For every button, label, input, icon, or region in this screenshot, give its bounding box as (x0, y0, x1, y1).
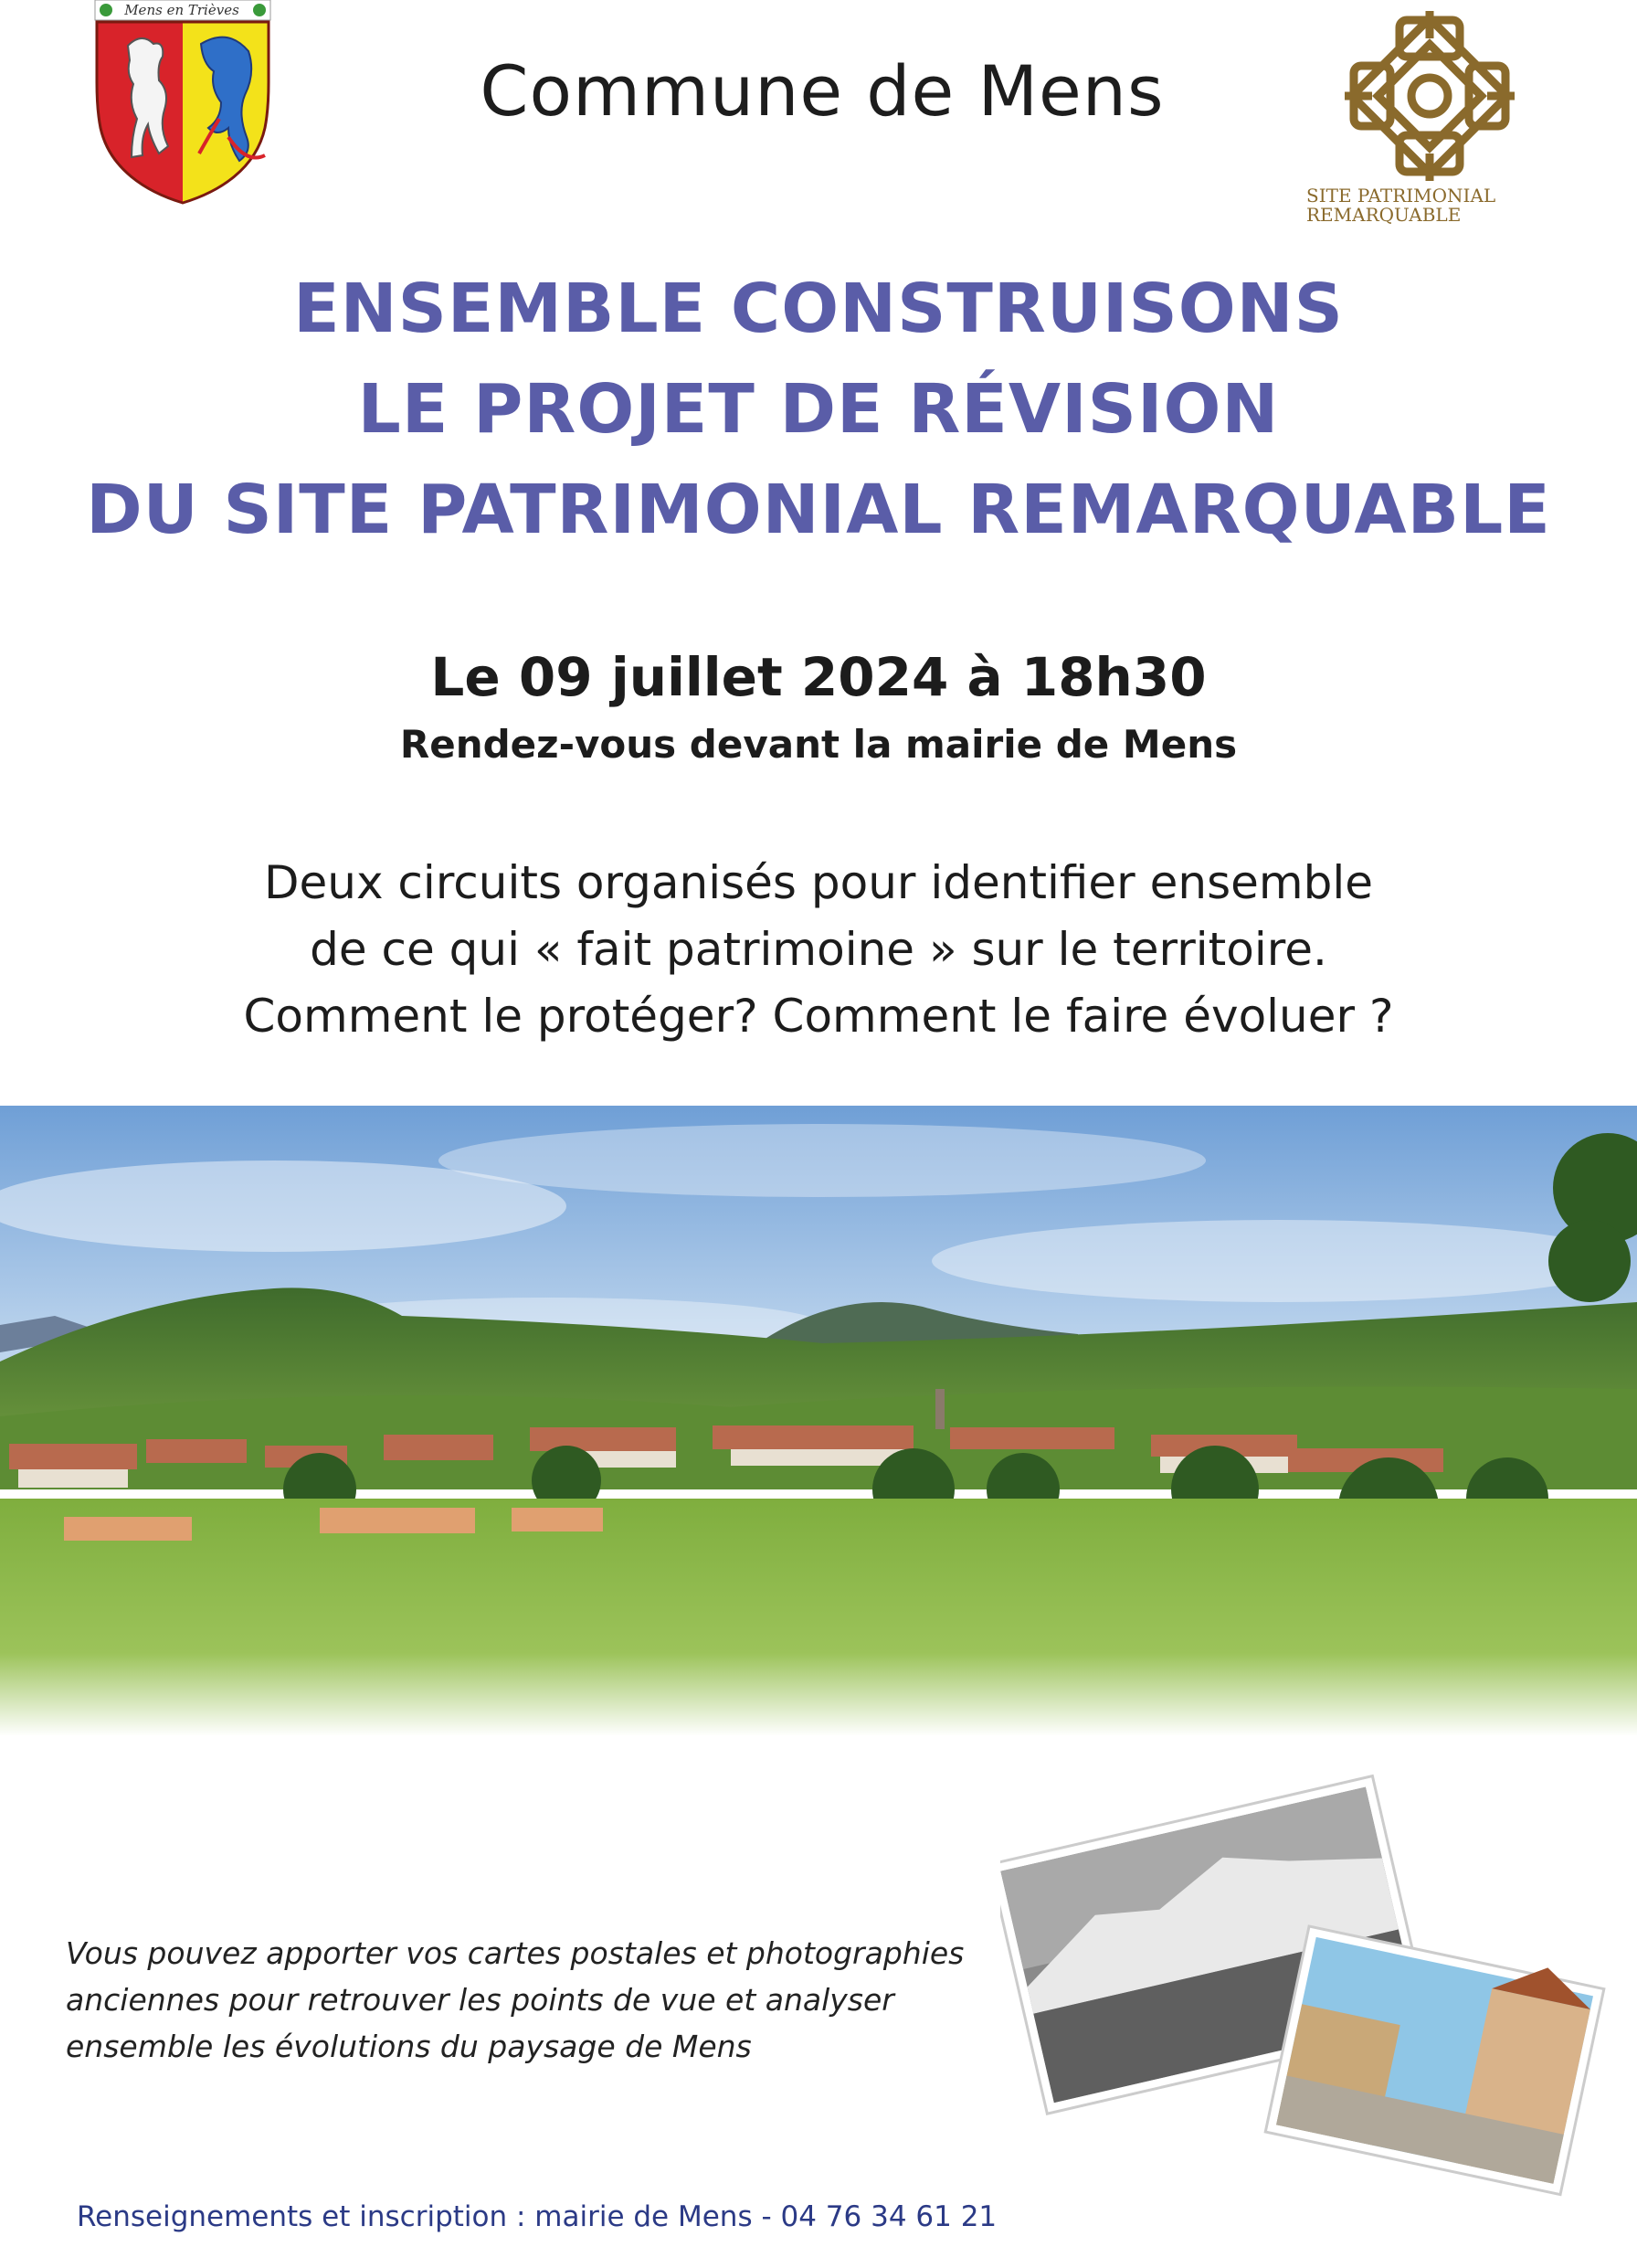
headline-line2: LE PROJET DE RÉVISION (357, 370, 1280, 449)
note-line3: ensemble les évolutions du paysage de Mens (66, 2029, 752, 2064)
crest-ribbon-text: Mens en Trièves (124, 2, 239, 18)
coat-of-arms-icon (91, 0, 274, 206)
intro-line2: de ce qui « fait patrimoine » sur le territoire. (310, 923, 1327, 976)
headline (55, 259, 1582, 560)
event-date: Le 09 juillet 2024 à 18h30 (430, 646, 1207, 708)
note-line1: Vous pouvez apporter vos cartes postales et photographies (66, 1935, 965, 1971)
spr-logo-line2: REMARQUABLE (1306, 204, 1462, 226)
spr-logo-line1: SITE PATRIMONIAL (1306, 185, 1496, 207)
intro-line1: Deux circuits organisés pour identifier ensemble (264, 856, 1373, 909)
postcards-note (66, 1930, 979, 2070)
meeting-point: Rendez-vous devant la mairie de Mens (399, 722, 1238, 767)
old-postcards-photo (1000, 1764, 1612, 2220)
note-line2: anciennes pour retrouver les points de vue et analyser (66, 1982, 894, 2018)
headline-line1: ENSEMBLE CONSTRUISONS (293, 270, 1344, 348)
spr-logo-label (1306, 186, 1553, 225)
intro-text (110, 850, 1527, 1050)
contact-info: Renseignements et inscription : mairie de Mens - 04 76 34 61 21 (77, 2200, 998, 2233)
page-title: Commune de Mens (480, 50, 1165, 132)
headline-line3: DU SITE PATRIMONIAL REMARQUABLE (86, 471, 1551, 549)
site-patrimonial-remarquable-logo (1336, 2, 1524, 190)
intro-line3: Comment le protéger? Comment le faire évoluer ? (243, 990, 1394, 1043)
landscape-photo (0, 1106, 1637, 1736)
